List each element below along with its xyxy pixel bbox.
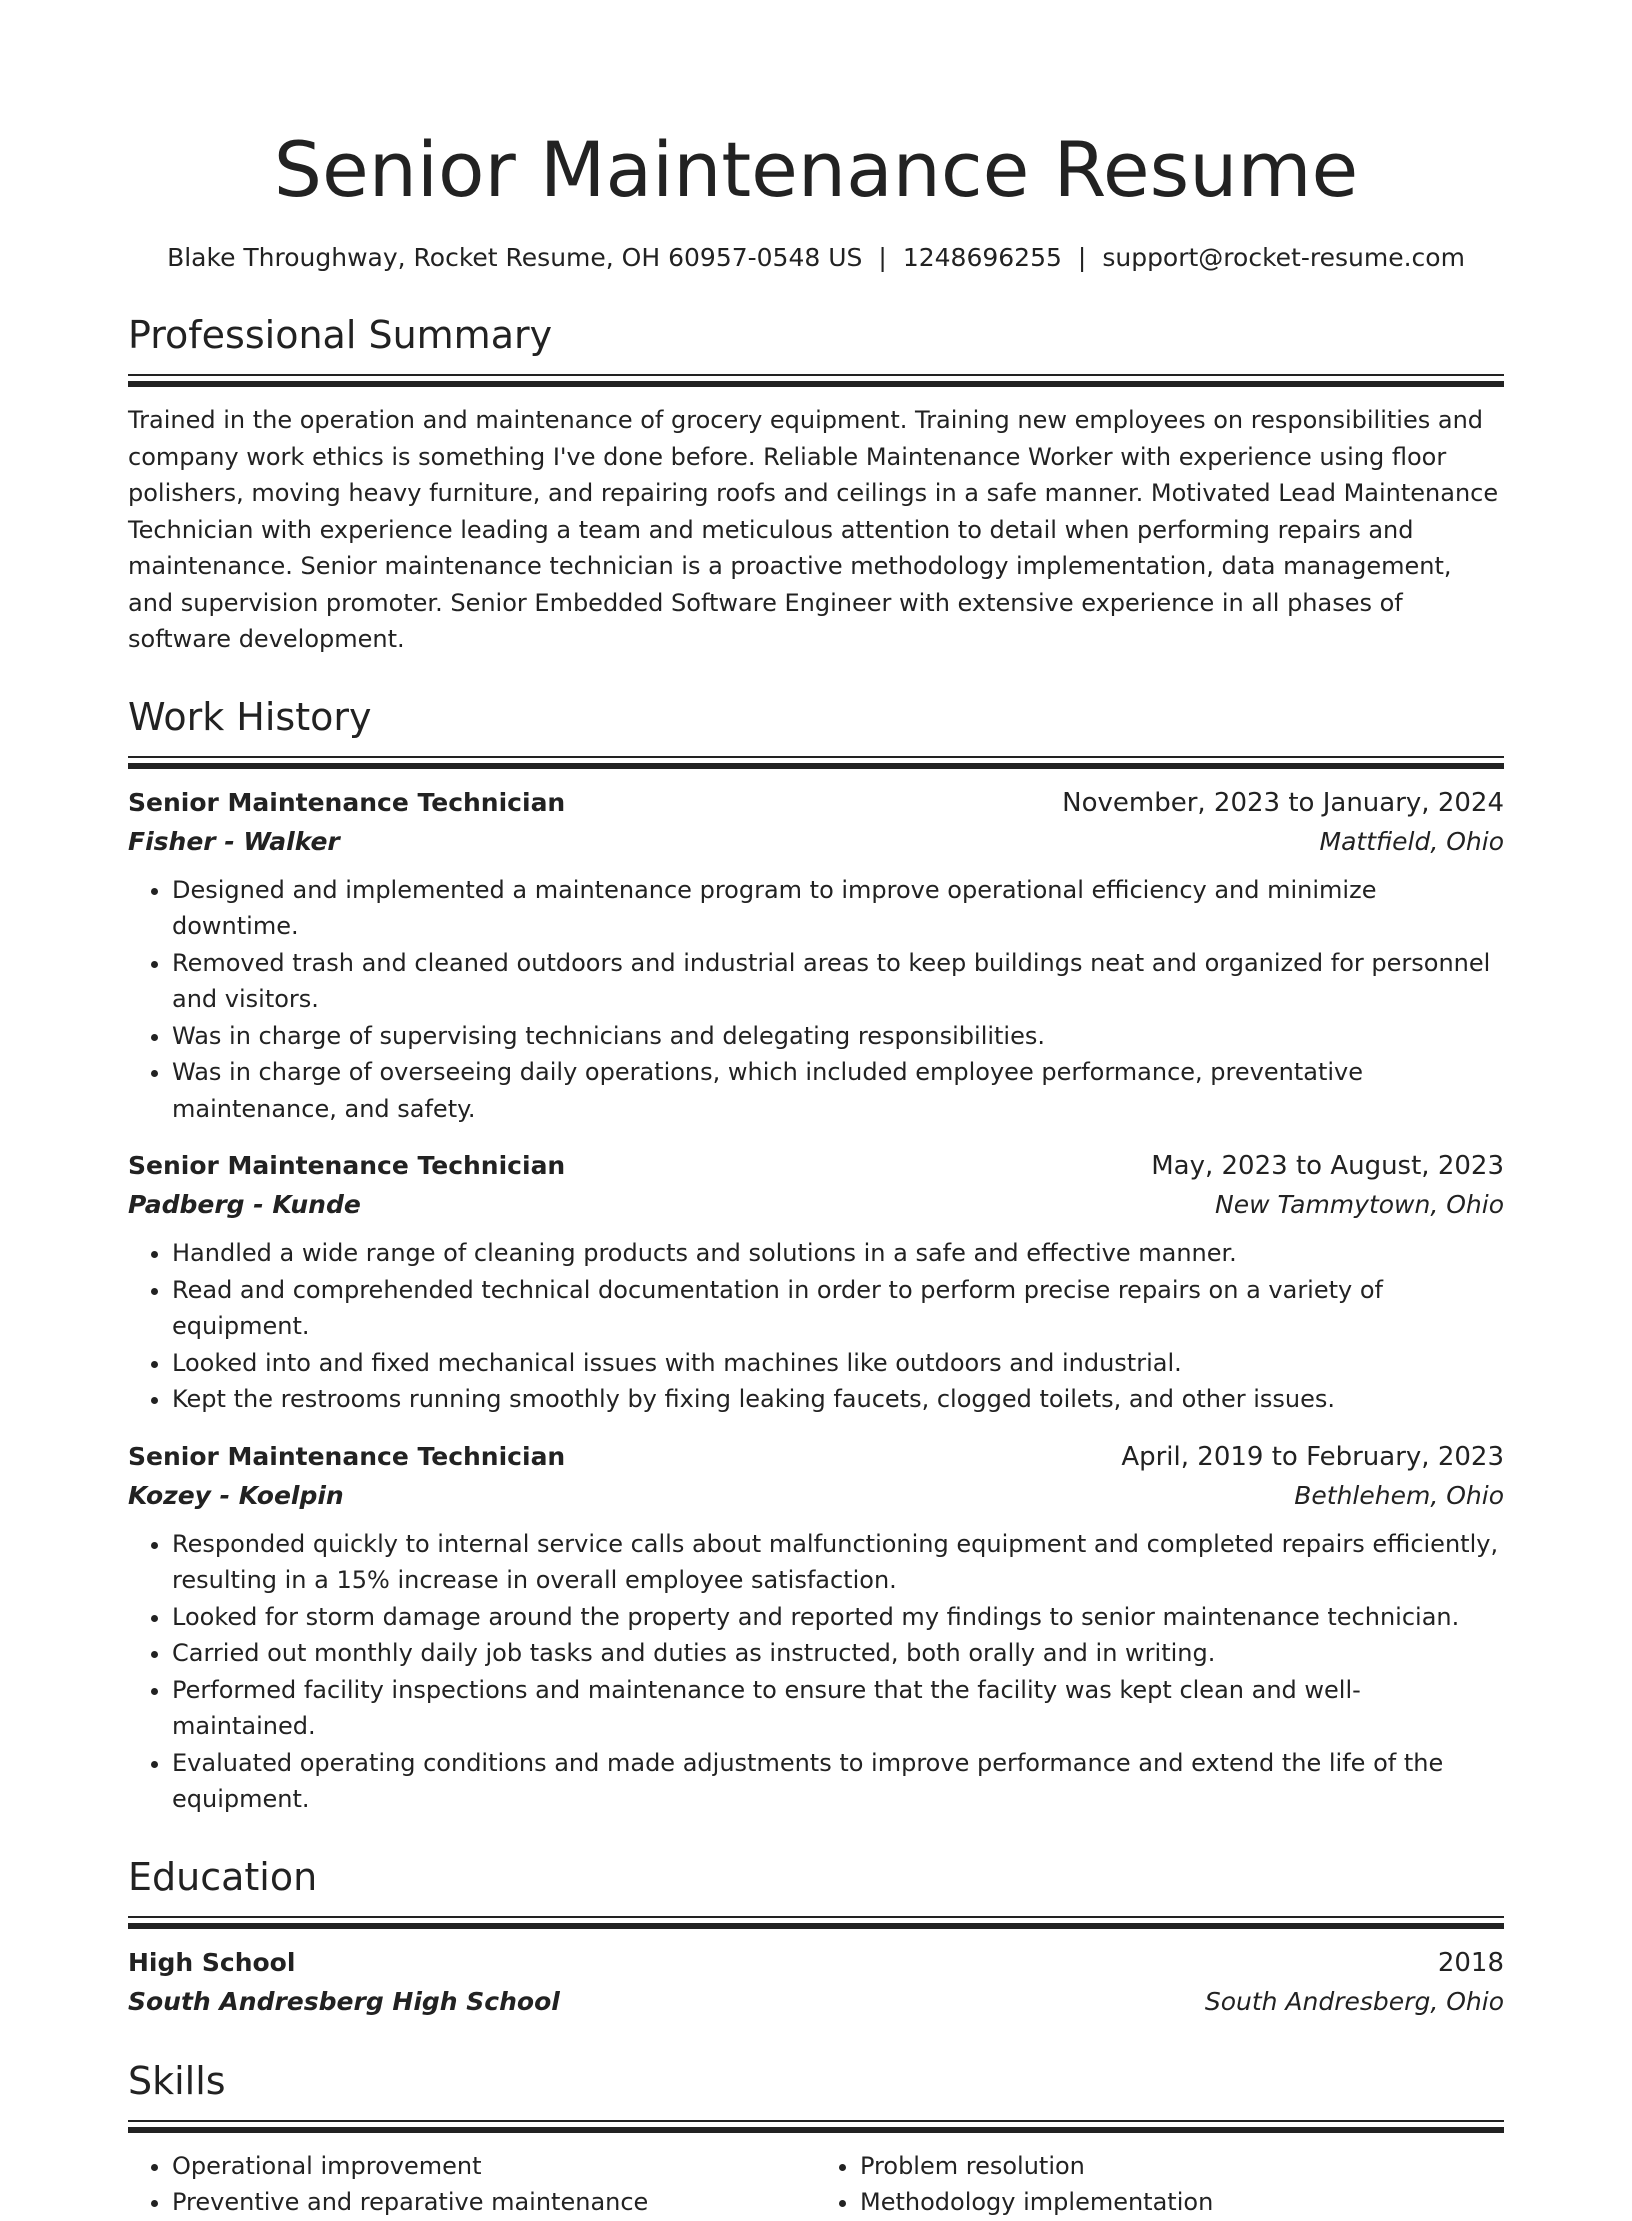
job-bullet: • Performed facility inspections and maintenance to ensure that the facility was kept clean and well-maintained. — [172, 1672, 1504, 1745]
contact-separator: | — [878, 243, 887, 272]
job-bullet: • Was in charge of overseeing daily operations, which included employee performance, preventative maintenance, and safety. — [172, 1054, 1504, 1127]
skills-section — [128, 2054, 1504, 2221]
resume-title: Senior Maintenance Resume — [273, 125, 1359, 214]
education-section — [128, 1850, 1504, 2022]
job-bullets — [128, 1526, 1504, 1818]
job-bullets — [128, 1235, 1504, 1418]
contact-address: Blake Throughway, Rocket Resume, OH 60957-0548 US — [167, 243, 863, 272]
contact-email: support@rocket-resume.com — [1102, 243, 1465, 272]
job-bullet: • Evaluated operating conditions and made adjustments to improve performance and extend the life of the equipment. — [172, 1745, 1504, 1818]
job-entry — [128, 1147, 1504, 1418]
job-bullets — [128, 872, 1504, 1128]
job-entry — [128, 1438, 1504, 1818]
job-title: Senior Maintenance Technician — [128, 1151, 566, 1180]
job-location: New Tammytown, Ohio — [1215, 1190, 1504, 1219]
education-degree: High School — [128, 1947, 296, 1977]
job-bullet: • Carried out monthly daily job tasks and duties as instructed, both orally and in writing. — [172, 1635, 1504, 1672]
job-entry — [128, 784, 1504, 1128]
skills-list-right — [816, 2148, 1504, 2221]
job-dates: April, 2019 to February, 2023 — [1121, 1441, 1504, 1472]
summary-text: Trained in the operation and maintenance of grocery equipment. Training new employees on responsibilities and company work ethics is something I've done before. Reliable Maintenance Worker with experience using floor polishers, moving heavy furniture, and repairing roofs and ceilings in a safe manner. Motivated Lead Maintenance Technician with experience leading a team and meticulous attention to detail when performing repairs and maintenance. Senior maintenance technician is a proactive methodology implementation, data management, and supervision promoter. Senior Embedded Software Engineer with extensive experience in all phases of software development. — [128, 406, 1499, 653]
job-company: Padberg - Kunde — [128, 1190, 361, 1219]
resume-page — [128, 0, 1504, 2221]
job-dates: November, 2023 to January, 2024 — [1062, 787, 1504, 818]
summary-section — [128, 308, 1504, 658]
job-company: Fisher - Walker — [128, 826, 340, 856]
job-dates: May, 2023 to August, 2023 — [1151, 1151, 1504, 1181]
section-heading-summary: Professional Summary — [128, 313, 553, 357]
job-bullet: • Removed trash and cleaned outdoors and industrial areas to keep buildings neat and organized for personnel and visitors. — [172, 945, 1504, 1018]
job-company: Kozey - Koelpin — [128, 1480, 344, 1510]
job-bullet: • Handled a wide range of cleaning products and solutions in a safe and effective manner. — [172, 1235, 1504, 1272]
section-heading-education: Education — [128, 1854, 318, 1899]
section-divider — [128, 2120, 1504, 2122]
work-history-section — [128, 690, 1504, 1818]
job-bullet: • Designed and implemented a maintenance program to improve operational efficiency and minimize downtime. — [172, 872, 1504, 945]
section-divider — [128, 756, 1504, 758]
job-bullet: • Read and comprehended technical documentation in order to perform precise repairs on a variety of equipment. — [172, 1272, 1504, 1345]
education-year: 2018 — [1437, 1947, 1504, 1978]
skill-item: • Operational improvement — [172, 2148, 816, 2185]
skills-list-left — [128, 2148, 816, 2221]
section-divider — [128, 1916, 1504, 1918]
skill-item: • Methodology implementation — [860, 2184, 1504, 2221]
job-bullet: • Responded quickly to internal service calls about malfunctioning equipment and completed repairs efficiently, resulting in a 15% increase in overall employee satisfaction. — [172, 1526, 1504, 1599]
education-school: South Andresberg High School — [128, 1986, 560, 2016]
job-bullet: • Kept the restrooms running smoothly by fixing leaking faucets, clogged toilets, and other issues. — [172, 1381, 1504, 1418]
contact-line — [128, 240, 1504, 276]
job-title: Senior Maintenance Technician — [128, 1441, 566, 1471]
job-bullet: • Was in charge of supervising technicians and delegating responsibilities. — [172, 1018, 1504, 1055]
section-heading-skills: Skills — [128, 2058, 226, 2103]
job-bullet: • Looked into and fixed mechanical issues with machines like outdoors and industrial. — [172, 1345, 1504, 1382]
section-heading-work-history: Work History — [128, 694, 372, 739]
skills-columns — [128, 2148, 1504, 2221]
contact-phone: 1248696255 — [902, 243, 1062, 272]
skill-item: • Preventive and reparative maintenance — [172, 2184, 816, 2221]
education-location: South Andresberg, Ohio — [1204, 1986, 1504, 2016]
skill-item: • Problem resolution — [860, 2148, 1504, 2185]
job-location: Bethlehem, Ohio — [1294, 1480, 1504, 1510]
section-divider — [128, 374, 1504, 376]
job-location: Mattfield, Ohio — [1319, 826, 1504, 856]
job-bullet: • Looked for storm damage around the property and reported my findings to senior maintenance technician. — [172, 1599, 1504, 1636]
job-title: Senior Maintenance Technician — [128, 787, 566, 817]
contact-separator: | — [1077, 243, 1087, 272]
